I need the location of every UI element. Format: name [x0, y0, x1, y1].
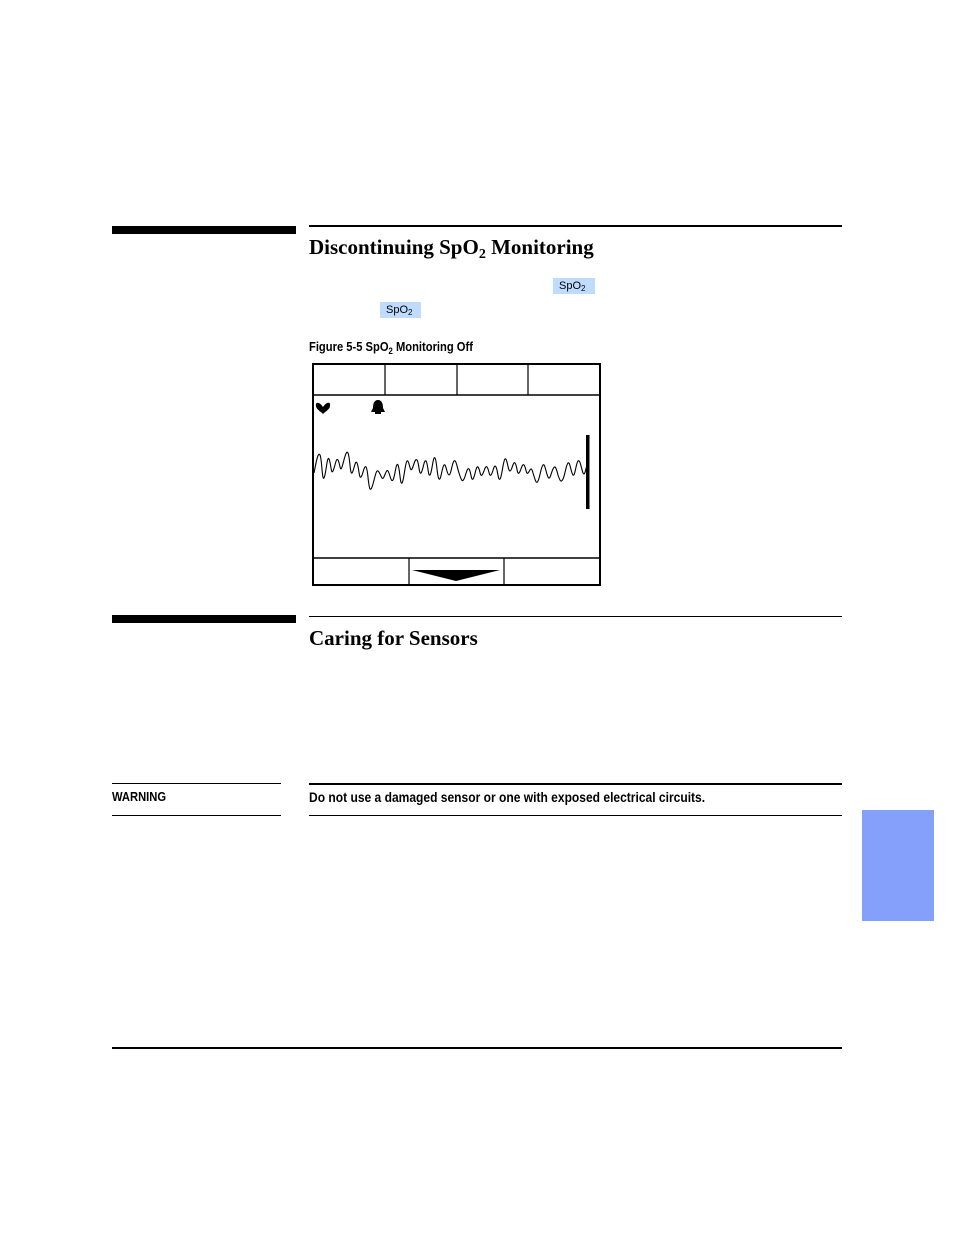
figure-caption: Figure 5-5 SpO$_2$ Monitoring Off [309, 339, 473, 356]
spo2-key-chip: SpO$_2$ [553, 278, 595, 294]
waveform-sweep-bar [586, 435, 590, 509]
warning-rule-left-bottom [112, 815, 281, 816]
warning-label: WARNING [112, 789, 167, 804]
warning-text: Do not use a damaged sensor or one with exposed electrical circuits. [309, 789, 706, 805]
section-title-discontinuing: Discontinuing SpO$_2$ Monitoring [309, 235, 594, 262]
section-title-caring: Caring for Sensors [309, 626, 478, 650]
warning-rule-right-top [309, 783, 842, 785]
spo2-key-chip: SpO$_2$ [380, 302, 421, 318]
warning-rule-right-bottom [309, 815, 842, 816]
footer-rule [112, 1047, 842, 1049]
section-marker-bar [112, 226, 296, 234]
monitor-screen-figure [312, 363, 601, 586]
section-rule [309, 225, 842, 227]
section-marker-bar [112, 615, 296, 623]
section-rule [309, 616, 842, 617]
warning-rule-left-top [112, 783, 281, 784]
chapter-thumb-tab [862, 810, 934, 921]
